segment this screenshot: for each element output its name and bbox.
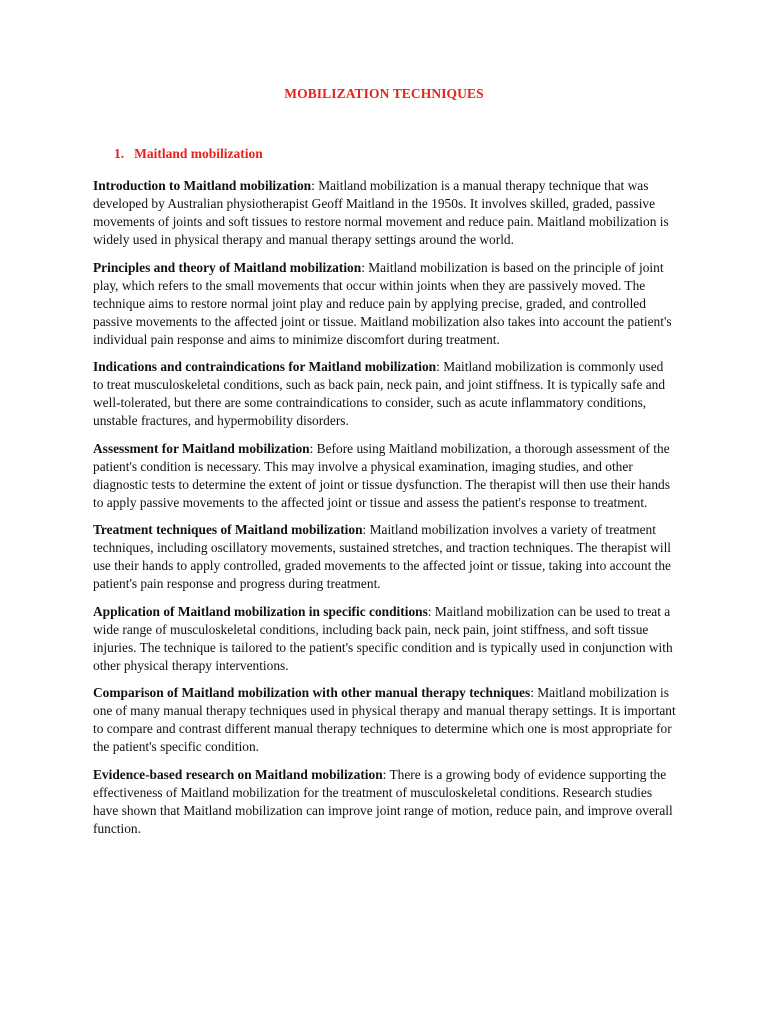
section-title: Maitland mobilization <box>134 146 263 161</box>
paragraph-text: : Maitland mobilization can be used to treat a wide range of musculoskeletal conditions, including back pain, neck pain, joint stiffness, and soft tissue injuries. The technique is tailored to the patient's specific condition and is typically used in conjunction with other physical therapy interventions. <box>93 603 673 673</box>
paragraph-text: : Maitland mobilization is commonly used to treat musculoskeletal conditions, such as back pain, neck pain, and joint stiffness. It is typically safe and well-tolerated, but there are some contraindications to consider, such as acute inflammatory conditions, unstable fractures, and hypermobility disorders. <box>93 359 666 428</box>
paragraph-text: : Maitland mobilization is a manual therapy technique that was developed by Australian physiotherapist Geoff Maitland in the 1950s. It involves skilled, graded, passive movements of joints and soft tissues to restore normal movement and reduce pain. Maitland mobilization is widely used in physical therapy and manual therapy settings around the world. <box>93 178 669 247</box>
paragraph-text: : Maitland mobilization is based on the principle of joint play, which refers to the small movements that occur within joints when they are passively moved. The technique aims to restore normal joint play and reduce pain by applying precise, graded, and controlled passive movements to the affected joint or tissue. Maitland mobilization also takes into account the patient's individual pain response and aims to minimize discomfort during treatment. <box>93 259 672 347</box>
paragraph-lead: Indications and contraindications for Maitland mobilization <box>93 359 437 374</box>
document-body <box>93 177 677 847</box>
paragraph-comparison <box>93 684 677 756</box>
paragraph-evidence <box>93 766 677 838</box>
paragraph-lead: Principles and theory of Maitland mobilization <box>93 259 362 275</box>
paragraph-assessment <box>93 440 677 512</box>
paragraph-lead: Introduction to Maitland mobilization <box>93 178 312 193</box>
paragraph-text: : Maitland mobilization is one of many manual therapy techniques used in physical therapy and manual therapy settings. It is important to compare and contrast different manual therapy techniques to determine which one is most appropriate for the patient's specific condition. <box>93 685 676 754</box>
paragraph-text: : There is a growing body of evidence supporting the effectiveness of Maitland mobilization for the treatment of musculoskeletal conditions. Research studies have shown that Maitland mobilization can improve joint range of motion, reduce pain, and improve overall function. <box>93 766 673 836</box>
document-title: MOBILIZATION TECHNIQUES <box>284 86 484 101</box>
paragraph-lead: Application of Maitland mobilization in specific conditions <box>93 603 428 619</box>
paragraph-principles <box>93 259 677 349</box>
paragraph-lead: Comparison of Maitland mobilization with other manual therapy techniques <box>93 685 531 700</box>
paragraph-lead: Assessment for Maitland mobilization <box>93 440 310 456</box>
paragraph-introduction <box>93 177 677 249</box>
paragraph-indications <box>93 358 677 430</box>
paragraph-treatment <box>93 521 677 593</box>
section-number: 1. <box>114 146 125 161</box>
paragraph-text: : Maitland mobilization involves a variety of treatment techniques, including oscillatory movements, sustained stretches, and traction techniques. The therapist will use their hands to apply controlled, graded movements to the affected joint or tissue, taking into account the patient's pain response and progress during treatment. <box>93 522 672 591</box>
paragraph-text: : Before using Maitland mobilization, a thorough assessment of the patient's condition is necessary. This may involve a physical examination, imaging studies, and other diagnostic tests to determine the extent of joint or tissue dysfunction. The therapist will then use their hands to apply passive movements to the affected joint or tissue and assess the patient's response to treatment. <box>93 440 670 510</box>
paragraph-lead: Treatment techniques of Maitland mobilization <box>93 522 363 537</box>
paragraph-application <box>93 603 677 675</box>
paragraph-lead: Evidence-based research on Maitland mobilization <box>93 766 383 782</box>
section-heading <box>114 146 263 162</box>
